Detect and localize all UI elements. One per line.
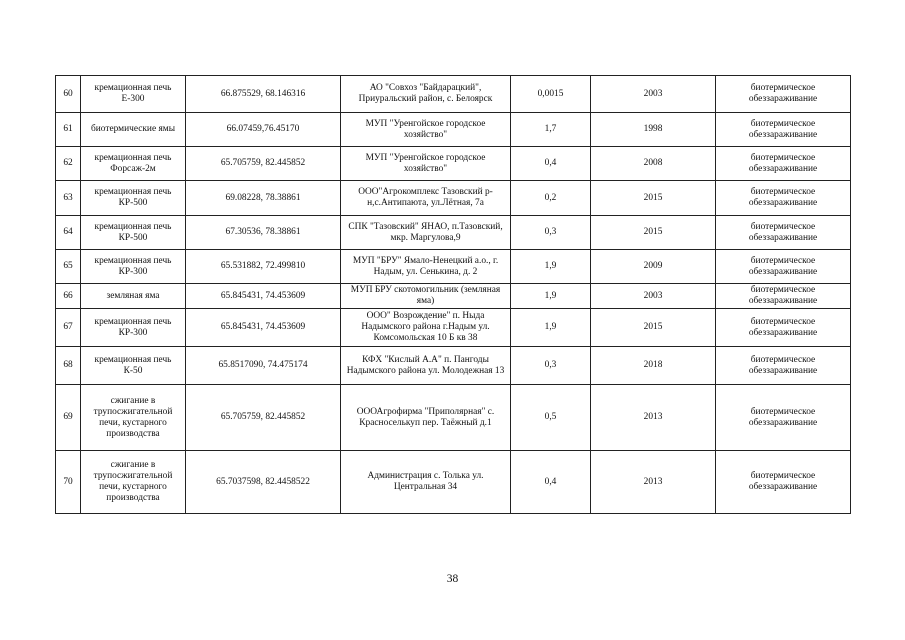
disposal-method-cell: биотермическое обеззараживание <box>716 385 851 451</box>
owner-cell: ООО"Агрокомплекс Тазовский р-н,с.Антипаюта, ул.Лётная, 7а <box>341 181 511 216</box>
disposal-method-cell: биотермическое обеззараживание <box>716 181 851 216</box>
capacity-cell: 1,9 <box>511 309 591 347</box>
disposal-method-cell: биотермическое обеззараживание <box>716 347 851 385</box>
year-cell: 2013 <box>591 451 716 514</box>
coordinates-cell: 66.07459,76.45170 <box>186 113 341 147</box>
coordinates-cell: 69.08228, 78.38861 <box>186 181 341 216</box>
object-type-cell: кремационная печь Е-300 <box>81 76 186 113</box>
coordinates-cell: 65.8517090, 74.475174 <box>186 347 341 385</box>
owner-cell: МУП "Уренгойское городское хозяйство" <box>341 113 511 147</box>
row-number-cell: 65 <box>56 250 81 284</box>
capacity-cell: 0,4 <box>511 147 591 181</box>
table-row <box>56 76 851 113</box>
owner-cell: Администрация с. Толька ул. Центральная 34 <box>341 451 511 514</box>
disposal-method-cell: биотермическое обеззараживание <box>716 309 851 347</box>
burial-sites-table <box>55 75 851 514</box>
year-cell: 2003 <box>591 76 716 113</box>
table-body <box>56 76 851 514</box>
year-cell: 2015 <box>591 216 716 250</box>
owner-cell: МУП "БРУ" Ямало-Ненецкий а.о., г. Надым, ул. Сенькина, д. 2 <box>341 250 511 284</box>
year-cell: 2015 <box>591 181 716 216</box>
table-row <box>56 181 851 216</box>
table-row <box>56 309 851 347</box>
disposal-method-cell: биотермическое обеззараживание <box>716 451 851 514</box>
owner-cell: ООО" Возрождение" п. Ныда Надымского района г.Надым ул. Комсомольская 10 Б кв 38 <box>341 309 511 347</box>
disposal-method-cell: биотермическое обеззараживание <box>716 147 851 181</box>
coordinates-cell: 67.30536, 78.38861 <box>186 216 341 250</box>
row-number-cell: 70 <box>56 451 81 514</box>
object-type-cell: кремационная печь Форсаж-2м <box>81 147 186 181</box>
object-type-cell: сжигание в трупосжигательной печи, кустарного производства <box>81 385 186 451</box>
owner-cell: ОООАгрофирма "Приполярная" с. Красноселькуп пер. Таёжный д.1 <box>341 385 511 451</box>
table-row <box>56 147 851 181</box>
year-cell: 2003 <box>591 284 716 309</box>
capacity-cell: 0,3 <box>511 347 591 385</box>
owner-cell: МУП БРУ скотомогильник (земляная яма) <box>341 284 511 309</box>
capacity-cell: 1,9 <box>511 284 591 309</box>
year-cell: 2015 <box>591 309 716 347</box>
row-number-cell: 61 <box>56 113 81 147</box>
object-type-cell: кремационная печь К-50 <box>81 347 186 385</box>
year-cell: 2009 <box>591 250 716 284</box>
table-row <box>56 250 851 284</box>
owner-cell: КФХ "Кислый А.А" п. Пангоды Надымского района ул. Молодежная 13 <box>341 347 511 385</box>
capacity-cell: 1,7 <box>511 113 591 147</box>
table-row <box>56 113 851 147</box>
object-type-cell: земляная яма <box>81 284 186 309</box>
owner-cell: АО "Совхоз "Байдарацкий", Приуральский район, с. Белоярск <box>341 76 511 113</box>
table-row <box>56 451 851 514</box>
disposal-method-cell: биотермическое обеззараживание <box>716 113 851 147</box>
object-type-cell: сжигание в трупосжигательной печи, кустарного производства <box>81 451 186 514</box>
disposal-method-cell: биотермическое обеззараживание <box>716 76 851 113</box>
row-number-cell: 68 <box>56 347 81 385</box>
capacity-cell: 1,9 <box>511 250 591 284</box>
table-row <box>56 347 851 385</box>
owner-cell: МУП "Уренгойское городское хозяйство" <box>341 147 511 181</box>
row-number-cell: 66 <box>56 284 81 309</box>
object-type-cell: кремационная печь КР-500 <box>81 181 186 216</box>
row-number-cell: 63 <box>56 181 81 216</box>
coordinates-cell: 65.705759, 82.445852 <box>186 147 341 181</box>
row-number-cell: 69 <box>56 385 81 451</box>
coordinates-cell: 65.845431, 74.453609 <box>186 309 341 347</box>
capacity-cell: 0,4 <box>511 451 591 514</box>
coordinates-cell: 65.845431, 74.453609 <box>186 284 341 309</box>
year-cell: 2013 <box>591 385 716 451</box>
year-cell: 2018 <box>591 347 716 385</box>
row-number-cell: 62 <box>56 147 81 181</box>
table-row <box>56 385 851 451</box>
capacity-cell: 0,3 <box>511 216 591 250</box>
capacity-cell: 0,5 <box>511 385 591 451</box>
table-row <box>56 284 851 309</box>
page-number: 38 <box>446 573 459 585</box>
coordinates-cell: 65.531882, 72.499810 <box>186 250 341 284</box>
disposal-method-cell: биотермическое обеззараживание <box>716 284 851 309</box>
owner-cell: СПК "Тазовский" ЯНАО, п.Тазовский, мкр. Маргулова,9 <box>341 216 511 250</box>
capacity-cell: 0,2 <box>511 181 591 216</box>
object-type-cell: биотермические ямы <box>81 113 186 147</box>
row-number-cell: 60 <box>56 76 81 113</box>
year-cell: 2008 <box>591 147 716 181</box>
coordinates-cell: 66.875529, 68.146316 <box>186 76 341 113</box>
coordinates-cell: 65.705759, 82.445852 <box>186 385 341 451</box>
object-type-cell: кремационная печь КР-300 <box>81 250 186 284</box>
capacity-cell: 0,0015 <box>511 76 591 113</box>
row-number-cell: 67 <box>56 309 81 347</box>
year-cell: 1998 <box>591 113 716 147</box>
row-number-cell: 64 <box>56 216 81 250</box>
disposal-method-cell: биотермическое обеззараживание <box>716 250 851 284</box>
object-type-cell: кремационная печь КР-500 <box>81 216 186 250</box>
object-type-cell: кремационная печь КР-300 <box>81 309 186 347</box>
table-row <box>56 216 851 250</box>
coordinates-cell: 65.7037598, 82.4458522 <box>186 451 341 514</box>
disposal-method-cell: биотермическое обеззараживание <box>716 216 851 250</box>
